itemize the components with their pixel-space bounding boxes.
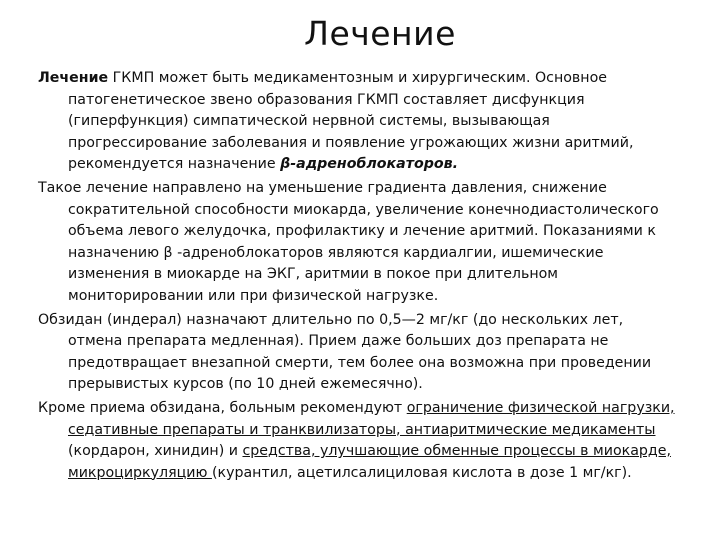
underlined-recommendation-2: средства, улучшающие обменные процессы в миокарде, микроциркуляцию bbox=[68, 443, 671, 481]
paragraph-treatment-overview bbox=[38, 68, 678, 176]
slide-body bbox=[38, 68, 678, 486]
paragraph-text: Такое лечение направлено на уменьшение градиента давления, снижение сократительной способности миокарда, увеличение конечнодиастолического объема левого желудочка, профилактику и лечение аритмий. Показаниями к назначению β -адреноблокаторов являются кардиалгии, ишемические изменения в миокарде на ЭКГ, аритмии в покое при длительном мониторировании или при физической нагрузке. bbox=[38, 179, 659, 304]
slide-title: Лечение bbox=[304, 14, 456, 53]
paragraph-text: Обзидан (индерал) назначают длительно по 0,5—2 мг/кг (до нескольких лет, отмена препарата медленная). Прием даже больших доз препарата не предотвращает внезапной смерти, тем более она возможна при проведении прерывистых курсов (по 10 дней ежемесячно). bbox=[38, 311, 652, 393]
paragraph-text: (курантил, ацетилсалициловая кислота в дозе 1 мг/кг). bbox=[211, 464, 632, 481]
lead-term: Лечение bbox=[38, 70, 109, 86]
paragraph-treatment-goals bbox=[38, 178, 678, 308]
paragraph-text: ГКМП может быть медикаментозным и хирургическим. Основное патогенетическое звено образования ГКМП составляет дисфункция (гиперфункция) симпатической нервной системы, вызывающая прогрессирование заболевания и появление угрожающих жизни аритмий, рекомендуется назначение bbox=[68, 70, 634, 173]
paragraph-text: Кроме приема обзидана, больным рекомендуют bbox=[38, 399, 407, 416]
paragraph-additional-recommendations bbox=[38, 398, 678, 484]
emphasis-beta-blockers: β-адреноблокаторов. bbox=[280, 156, 458, 173]
paragraph-text: (кордарон, хинидин) и bbox=[68, 443, 243, 460]
paragraph-obzidan-dosage bbox=[38, 310, 678, 396]
underlined-recommendation-1: ограничение физической нагрузки, седативные препараты и транквилизаторы, антиаритмические медикаменты bbox=[68, 399, 675, 438]
